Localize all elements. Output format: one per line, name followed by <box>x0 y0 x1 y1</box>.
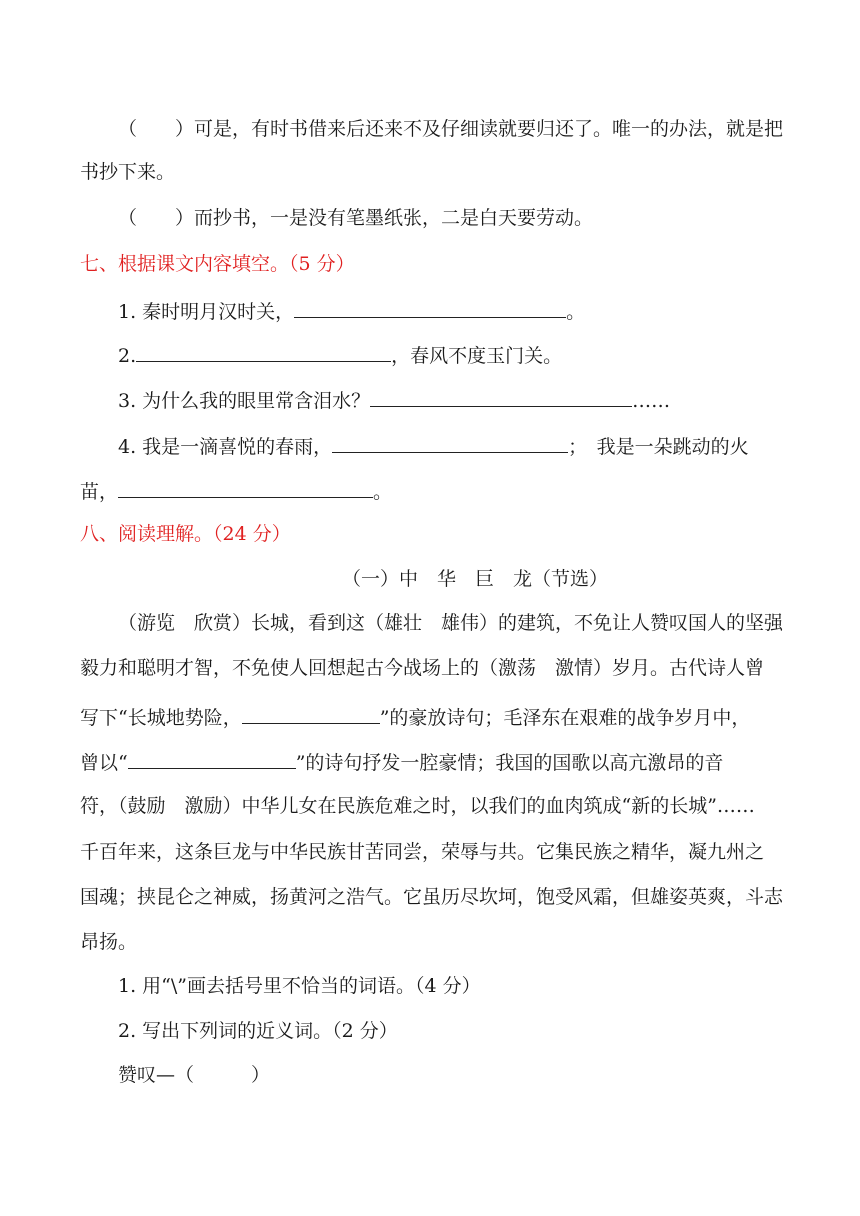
passage-line: 符，（鼓励 激励）中华儿女在民族危难之时，以我们的血肉筑成“新的长城”…… <box>80 795 755 817</box>
question-text: 1. 秦时明月汉时关， <box>118 301 295 323</box>
reading-question-2: 2. 写出下列词的近义词。（2 分） <box>118 1020 398 1042</box>
answer-blank[interactable] <box>136 344 391 362</box>
answer-blank[interactable] <box>370 389 632 407</box>
fill-question-2 <box>118 344 562 366</box>
passage-line <box>80 706 750 728</box>
passage-line <box>80 751 723 773</box>
passage-line: （游览 欣赏）长城，看到这（雄壮 雄伟）的建筑，不免让人赞叹国人的坚强 <box>118 612 784 634</box>
question-text: 2. <box>118 345 137 367</box>
fill-question-4-cont <box>80 480 392 502</box>
paragraph-line: （ ）而抄书，一是没有笔墨纸张，二是白天要劳动。 <box>118 207 594 229</box>
passage-text: 曾以“ <box>80 752 128 774</box>
passage-title: （一）中 华 巨 龙（节选） <box>342 568 609 590</box>
synonym-item: 赞叹—（ ） <box>118 1064 271 1086</box>
paragraph-line: （ ）可是，有时书借来后还来不及仔细读就要归还了。唯一的办法，就是把 <box>118 118 784 140</box>
passage-line: 昂扬。 <box>80 931 138 953</box>
answer-blank[interactable] <box>128 751 296 769</box>
answer-blank[interactable] <box>332 435 568 453</box>
reading-question-1: 1. 用“\”画去括号里不恰当的词语。（4 分） <box>118 975 481 997</box>
answer-blank[interactable] <box>118 480 373 498</box>
passage-text: ”的豪放诗句；毛泽东在艰难的战争岁月中， <box>379 707 751 729</box>
question-text: ，春风不度玉门关。 <box>391 345 563 367</box>
fill-question-4 <box>118 435 749 457</box>
passage-text: ”的诗句抒发一腔豪情；我国的国歌以高亢激昂的音 <box>295 752 724 774</box>
paragraph-line: 书抄下来。 <box>80 161 176 183</box>
question-text: 。 <box>566 301 586 323</box>
section-8-title: 八、阅读理解。（24 分） <box>80 523 291 545</box>
passage-text: 写下“长城地势险， <box>80 707 242 729</box>
question-text: ； 我是一朵跳动的火 <box>568 436 749 458</box>
fill-question-3 <box>118 389 670 411</box>
section-7-title: 七、根据课文内容填空。（5 分） <box>80 253 355 275</box>
answer-blank[interactable] <box>294 300 566 318</box>
question-text: …… <box>632 390 671 412</box>
question-text: 。 <box>373 481 393 503</box>
question-text: 4. 我是一滴喜悦的春雨， <box>118 436 333 458</box>
passage-line: 千百年来，这条巨龙与中华民族甘苦同尝，荣辱与共。它集民族之精华，凝九州之 <box>80 841 765 863</box>
fill-question-1 <box>118 300 585 322</box>
question-text: 3. 为什么我的眼里常含泪水？ <box>118 390 371 412</box>
passage-line: 国魂；挟昆仑之神威，扬黄河之浩气。它虽历尽坎坷，饱受风霜，但雄姿英爽，斗志 <box>80 886 784 908</box>
answer-blank[interactable] <box>242 706 380 724</box>
question-text: 苗， <box>80 481 119 503</box>
passage-line: 毅力和聪明才智，不免使人回想起古今战场上的（激荡 激情）岁月。古代诗人曾 <box>80 657 765 679</box>
